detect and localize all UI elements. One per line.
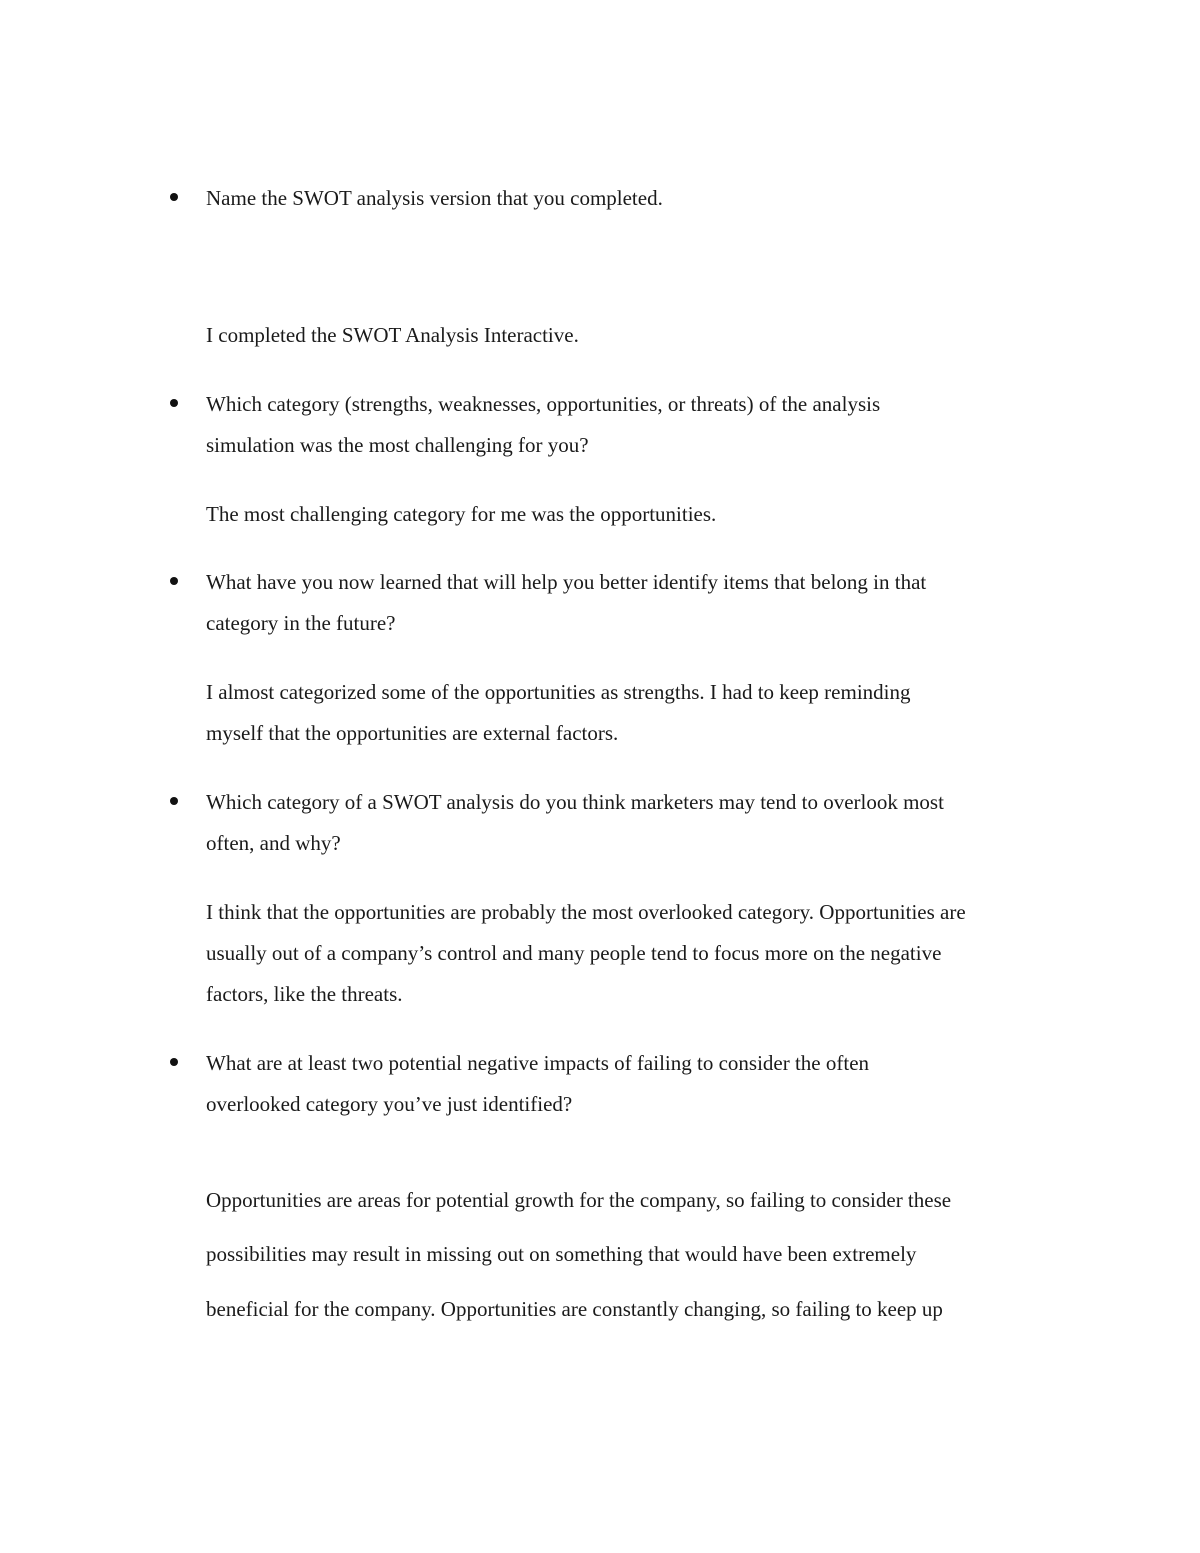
- question-4-line-1: Which category of a SWOT analysis do you think marketers may tend to overlook most: [206, 790, 944, 814]
- answer-3-line-2: myself that the opportunities are external factors.: [206, 721, 619, 745]
- question-4-line-2: often, and why?: [206, 831, 341, 855]
- answer-2-line-1: The most challenging category for me was the opportunities.: [206, 502, 717, 526]
- answer-5-line-2: possibilities may result in missing out on something that would have been extremely: [206, 1242, 917, 1266]
- answer-5-line-1: Opportunities are areas for potential growth for the company, so failing to consider these: [206, 1188, 952, 1212]
- bullet-icon: [170, 193, 178, 201]
- answer-3-line-1: I almost categorized some of the opportunities as strengths. I had to keep reminding: [206, 680, 911, 704]
- question-3-line-2: category in the future?: [206, 611, 396, 635]
- bullet-icon: [170, 1058, 178, 1066]
- question-5-line-2: overlooked category you’ve just identified?: [206, 1092, 573, 1116]
- answer-4-line-3: factors, like the threats.: [206, 982, 403, 1006]
- question-2-line-2: simulation was the most challenging for you?: [206, 433, 589, 457]
- question-3-line-1: What have you now learned that will help you better identify items that belong in that: [206, 570, 927, 594]
- answer-5-line-3: beneficial for the company. Opportunities are constantly changing, so failing to keep up: [206, 1297, 943, 1321]
- bullet-icon: [170, 797, 178, 805]
- answer-4-line-1: I think that the opportunities are probably the most overlooked category. Opportunities are: [206, 900, 966, 924]
- question-5-line-1: What are at least two potential negative impacts of failing to consider the often: [206, 1051, 870, 1075]
- bullet-icon: [170, 577, 178, 585]
- answer-1-line-1: I completed the SWOT Analysis Interactive.: [206, 323, 579, 347]
- answer-4-line-2: usually out of a company’s control and many people tend to focus more on the negative: [206, 941, 942, 965]
- question-1-line-1: Name the SWOT analysis version that you completed.: [206, 186, 663, 210]
- bullet-icon: [170, 399, 178, 407]
- question-2-line-1: Which category (strengths, weaknesses, opportunities, or threats) of the analysis: [206, 392, 881, 416]
